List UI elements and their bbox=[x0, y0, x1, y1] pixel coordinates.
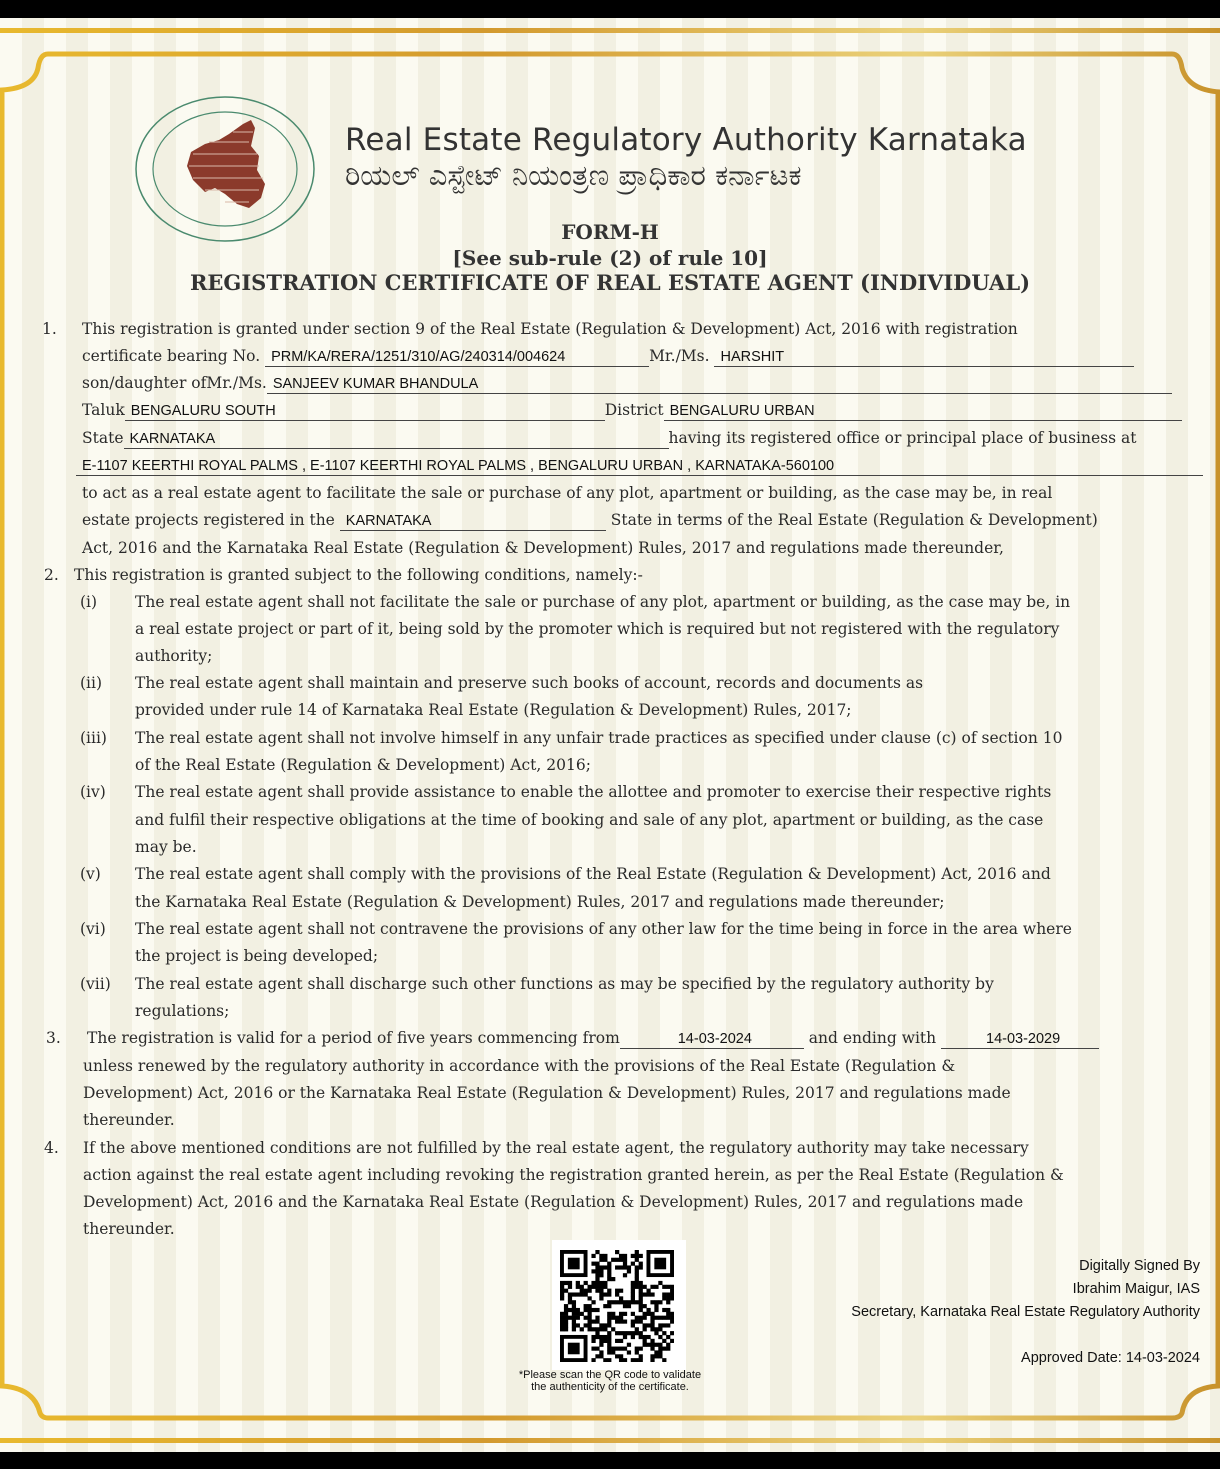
agent-name-field: HARSHIT bbox=[714, 349, 1134, 367]
para1-line bbox=[82, 400, 1182, 421]
para1-line bbox=[76, 455, 1203, 476]
condition-line: The real estate agent shall not involve himself in any unfair trade practices as specified under clause (c) of section 10 bbox=[135, 729, 1063, 747]
qr-note-line: the authenticity of the certificate. bbox=[531, 1381, 689, 1393]
para3-line bbox=[87, 1028, 1099, 1049]
condition-line: The real estate agent shall discharge such other functions as may be specified by the regulatory authority by bbox=[135, 975, 994, 993]
form-rule: [See sub-rule (2) of rule 10] bbox=[452, 246, 768, 270]
para3-line: Development) Act, 2016 or the Karnataka Real Estate (Regulation & Development) Rules, 2017 and regulations made bbox=[83, 1084, 1011, 1102]
signatory-name: Ibrahim Maigur, IAS bbox=[1072, 1281, 1200, 1297]
address-field: E-1107 KEERTHI ROYAL PALMS , E-1107 KEERTHI ROYAL PALMS , BENGALURU URBAN , KARNATAKA-560100 bbox=[76, 458, 1203, 476]
label-projects-registered: estate projects registered in the bbox=[82, 511, 335, 529]
authority-title-kannada: ರಿಯಲ್ ಎಸ್ಟೇಟ್ ನಿಯಂತ್ರಣ ಪ್ರಾಧಿಕಾರ ಕರ್ನಾಟಕ bbox=[345, 158, 802, 192]
condition-line: provided under rule 14 of Karnataka Real Estate (Regulation & Development) Rules, 2017; bbox=[135, 701, 852, 719]
label-validity-from: The registration is valid for a period of five years commencing from bbox=[87, 1029, 620, 1047]
condition-number: (ii) bbox=[80, 674, 103, 692]
condition-number: (vii) bbox=[80, 975, 111, 993]
condition-line: and fulfil their respective obligations at the time of booking and sale of any plot, apartment or building, as the case bbox=[135, 811, 1044, 829]
registration-number-field: PRM/KA/RERA/1251/310/AG/240314/004624 bbox=[265, 349, 649, 367]
para-number: 1. bbox=[42, 320, 57, 338]
label-state: State bbox=[82, 429, 124, 447]
condition-number: (iv) bbox=[80, 783, 106, 801]
condition-line: The real estate agent shall not facilitate the sale or purchase of any plot, apartment or building, as the case may be, in bbox=[135, 593, 1071, 611]
project-state-field: KARNATAKA bbox=[340, 513, 606, 531]
condition-line: The real estate agent shall not contravene the provisions of any other law for the time being in force in the area where bbox=[135, 920, 1072, 938]
signatory-title: Secretary, Karnataka Real Estate Regulatory Authority bbox=[851, 1304, 1200, 1320]
para1-line: This registration is granted under section 9 of the Real Estate (Regulation & Development) Act, 2016 with registration bbox=[82, 320, 1018, 338]
condition-number: (iii) bbox=[80, 729, 107, 747]
para4-line: action against the real estate agent including revoking the registration granted herein, as per the Real Estate (Regulation & bbox=[83, 1166, 1064, 1184]
certificate-page bbox=[0, 18, 1220, 1452]
para1-line: to act as a real estate agent to facilitate the sale or purchase of any plot, apartment or building, as the case may be, in real bbox=[82, 484, 1053, 502]
para1-line bbox=[82, 346, 1134, 367]
taluk-field: BENGALURU SOUTH bbox=[125, 403, 605, 421]
para1-line bbox=[82, 510, 1098, 531]
para-number: 4. bbox=[44, 1139, 59, 1157]
para4-line: If the above mentioned conditions are not fulfilled by the real estate agent, the regulatory authority may take necessary bbox=[83, 1139, 1029, 1157]
label-state-in-terms: State in terms of the Real Estate (Regulation & Development) bbox=[610, 511, 1098, 529]
condition-line: The real estate agent shall maintain and preserve such books of account, records and documents as bbox=[135, 674, 924, 692]
end-date-field: 14-03-2029 bbox=[941, 1031, 1099, 1049]
condition-line: the Karnataka Real Estate (Regulation & Development) Rules, 2017 and regulations made thereunder; bbox=[135, 893, 945, 911]
condition-number: (v) bbox=[80, 865, 101, 883]
qr-code-box[interactable] bbox=[552, 1240, 686, 1370]
condition-line: the project is being developed; bbox=[135, 947, 379, 965]
certificate-heading: REGISTRATION CERTIFICATE OF REAL ESTATE AGENT (INDIVIDUAL) bbox=[189, 270, 1031, 295]
condition-line: The real estate agent shall provide assistance to enable the allottee and promoter to exercise their respective rights bbox=[135, 783, 1052, 801]
condition-line: The real estate agent shall comply with the provisions of the Real Estate (Regulation & Development) Act, 2016 and bbox=[135, 865, 1051, 883]
condition-line: authority; bbox=[135, 647, 213, 665]
start-date-field: 14-03-2024 bbox=[620, 1031, 804, 1049]
signed-by-label: Digitally Signed By bbox=[1079, 1258, 1200, 1274]
label-district: District bbox=[604, 401, 664, 419]
parent-name-field: SANJEEV KUMAR BHANDULA bbox=[267, 376, 1172, 394]
qr-code[interactable] bbox=[560, 1250, 674, 1362]
condition-line: may be. bbox=[135, 838, 197, 856]
para-number: 2. bbox=[44, 566, 59, 584]
label-certificate-no: certificate bearing No. bbox=[82, 347, 261, 365]
para1-line bbox=[82, 373, 1172, 394]
authority-title-english: Real Estate Regulatory Authority Karnataka bbox=[345, 122, 1027, 158]
condition-line: a real estate project or part of it, being sold by the promoter which is required but not registered with the regulatory bbox=[135, 620, 1060, 638]
para3-line: thereunder. bbox=[83, 1111, 175, 1129]
district-field: BENGALURU URBAN bbox=[664, 403, 1182, 421]
para3-line: unless renewed by the regulatory authority in accordance with the provisions of the Real Estate (Regulation & bbox=[83, 1057, 956, 1075]
label-ending-with: and ending with bbox=[808, 1029, 937, 1047]
para1-line: Act, 2016 and the Karnataka Real Estate (Regulation & Development) Rules, 2017 and regulations made thereunder, bbox=[82, 539, 1004, 557]
form-name: FORM-H bbox=[561, 220, 659, 244]
label-taluk: Taluk bbox=[82, 401, 125, 419]
para2-intro: This registration is granted subject to the following conditions, namely:- bbox=[74, 566, 643, 584]
qr-note bbox=[480, 1369, 740, 1393]
para1-line bbox=[82, 428, 1136, 449]
condition-number: (i) bbox=[80, 593, 98, 611]
condition-number: (vi) bbox=[80, 920, 106, 938]
approved-date: Approved Date: 14-03-2024 bbox=[1021, 1350, 1200, 1366]
para4-line: thereunder. bbox=[83, 1220, 175, 1238]
label-business-place: having its registered office or principal place of business at bbox=[668, 429, 1137, 447]
label-son-daughter-of: son/daughter ofMr./Ms. bbox=[82, 374, 267, 392]
para4-line: Development) Act, 2016 and the Karnataka Real Estate (Regulation & Development) Rules, 2017 and regulations made bbox=[83, 1193, 1024, 1211]
condition-line: of the Real Estate (Regulation & Development) Act, 2016; bbox=[135, 756, 591, 774]
label-mr-ms: Mr./Ms. bbox=[649, 347, 710, 365]
condition-line: regulations; bbox=[135, 1002, 230, 1020]
qr-note-line: *Please scan the QR code to validate bbox=[518, 1369, 702, 1381]
para-number: 3. bbox=[46, 1029, 61, 1047]
state-field: KARNATAKA bbox=[124, 431, 669, 449]
